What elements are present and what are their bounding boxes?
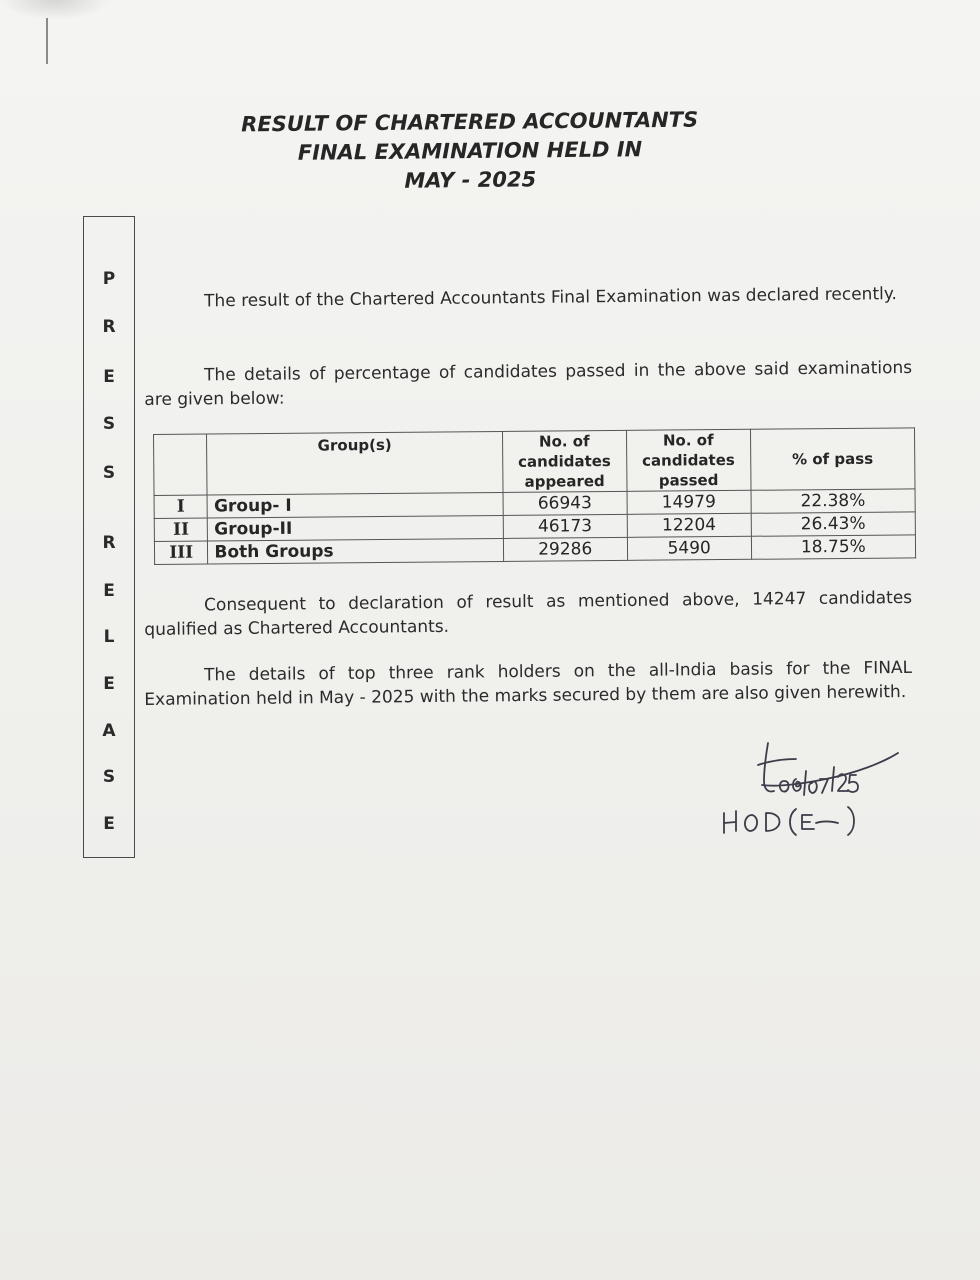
row-serial: II: [154, 518, 208, 541]
header-appeared: No. of candidates appeared: [502, 430, 626, 492]
table-header-row: [154, 428, 916, 496]
results-table: [153, 427, 916, 565]
row-pass-percent: 18.75%: [751, 535, 916, 559]
document-title: [200, 105, 741, 198]
paragraph-details-intro: The details of percentage of candidates passed in the above said examinations are given below:: [144, 357, 913, 410]
row-passed: 5490: [627, 536, 751, 560]
paragraph-rank-holders: The details of top three rank holders on the all-India basis for the FINAL Examination held in May - 2025 with the marks secured by them are also given herewith.: [144, 657, 913, 710]
row-group: Both Groups: [208, 538, 504, 564]
title-line-3: MAY - 2025: [404, 167, 537, 193]
sidebar-letter: E: [103, 814, 115, 834]
press-release-sidebar: [83, 216, 135, 858]
sidebar-letter: S: [102, 463, 116, 483]
header-serial: [154, 434, 208, 495]
row-pass-percent: 26.43%: [751, 512, 916, 536]
sidebar-letter: E: [103, 367, 115, 387]
sidebar-letter: L: [103, 627, 115, 647]
header-passed: No. of candidates passed: [626, 429, 750, 491]
row-appeared: 29286: [503, 537, 627, 561]
row-appeared: 66943: [503, 491, 627, 515]
sidebar-letter: A: [102, 721, 116, 741]
title-line-1: RESULT OF CHARTERED ACCOUNTANTS: [241, 107, 699, 137]
sidebar-letter: P: [102, 269, 116, 289]
scan-edge-mark: [46, 18, 48, 64]
paragraph-qualified: Consequent to declaration of result as mentioned above, 14247 candidates qualified as Chartered Accountants.: [144, 587, 913, 640]
row-passed: 12204: [627, 513, 751, 537]
header-group: Group(s): [207, 431, 503, 495]
row-group: Group- I: [207, 492, 503, 518]
sidebar-letter: R: [102, 533, 116, 553]
row-serial: III: [154, 541, 208, 564]
sidebar-letter: S: [102, 414, 116, 434]
title-line-2: FINAL EXAMINATION HELD IN: [297, 137, 643, 165]
row-group: Group-II: [208, 515, 504, 541]
sidebar-letter: S: [102, 767, 116, 787]
row-pass-percent: 22.38%: [751, 489, 916, 513]
row-passed: 14979: [627, 490, 751, 514]
sidebar-letter: R: [102, 317, 116, 337]
header-pass-percent: % of pass: [750, 428, 915, 490]
row-serial: I: [154, 495, 208, 518]
row-appeared: 46173: [503, 514, 627, 538]
sidebar-letter: E: [103, 674, 115, 694]
handwritten-signature: [716, 735, 916, 845]
sidebar-letter: E: [103, 581, 115, 601]
paragraph-declaration: The result of the Chartered Accountants Final Examination was declared recently.: [204, 284, 897, 312]
scan-shadow: [0, 0, 110, 20]
